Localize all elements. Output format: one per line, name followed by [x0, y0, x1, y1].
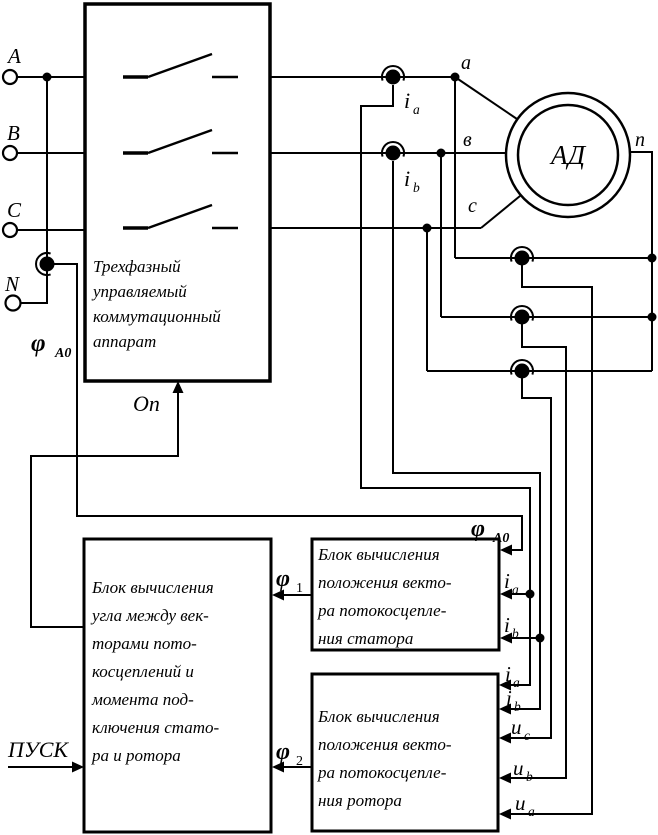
label-ia-top-sub: a [413, 102, 420, 117]
sensor-dot-phi-a0 [40, 257, 55, 272]
label-start: ПУСК [8, 737, 68, 762]
sensor-dot-uc [515, 364, 530, 379]
angle-text-line1: Блок вычисления [92, 578, 214, 597]
label-ub-rotor-sub: b [526, 769, 533, 784]
arrowhead-ub-rotor [499, 773, 511, 784]
terminal-c-circle [3, 223, 17, 237]
motor-terminal-c-label: с [468, 195, 477, 217]
terminal-n-circle [6, 296, 21, 311]
commutator-text-line1: Трехфазный [93, 257, 181, 276]
label-phi-a0-left-sub: A0 [55, 346, 72, 361]
terminal-a-circle [3, 70, 17, 84]
junction-dot-motor-b [437, 149, 446, 158]
angle-text-line3: торами пото- [92, 634, 197, 653]
junction-dot-motor-a [451, 73, 460, 82]
angle-block [84, 539, 271, 832]
label-uc-rotor-base: u [511, 715, 522, 739]
voltage-sensor-phi-a0 [36, 253, 54, 275]
commutator-text-line2: управляемый [93, 282, 187, 301]
label-ib-top-sub: b [413, 180, 420, 195]
label-ib-top [404, 166, 420, 195]
wire-motor-neutral [630, 152, 652, 371]
junction-dot-ia-bus [526, 590, 535, 599]
label-ia-stator-sub: a [512, 582, 519, 597]
angle-text-line7: ра и ротора [92, 746, 181, 765]
label-phi2-sub: 2 [296, 754, 303, 769]
label-ia-rotor-base: i [505, 662, 511, 686]
arrowhead-ua-rotor [499, 809, 511, 820]
commutator-text-line3: коммутационный [93, 307, 221, 326]
angle-text-line6: ключения стато- [92, 718, 220, 737]
label-phi2 [276, 739, 303, 769]
label-ua-rotor-base: u [515, 791, 526, 815]
label-phi-a0-stator-sub: A0 [493, 531, 510, 546]
motor-terminal-b-label: в [463, 129, 472, 151]
junction-dot-ib-bus [536, 634, 545, 643]
commutator-text-line4: аппарат [93, 332, 157, 351]
sensor-dot-ub [515, 310, 530, 325]
voltage-sensor-uc [511, 360, 533, 378]
label-ua-rotor [515, 791, 535, 819]
label-phi-a0-stator-base: φ [471, 516, 486, 542]
stator-text-line2: положения векто- [318, 573, 452, 592]
junction-dot-neutral-2 [648, 313, 657, 322]
arrowhead-op [173, 381, 184, 393]
label-ia-top-base: i [404, 88, 411, 113]
terminal-c-label: C [7, 198, 22, 222]
label-phi1-sub: 1 [296, 581, 303, 596]
rotor-text-line1: Блок вычисления [318, 707, 440, 726]
motor [461, 52, 645, 217]
label-phi-a0-left-base: φ [31, 330, 46, 357]
label-uc-rotor-sub: c [524, 728, 530, 743]
angle-text-line2: угла между век- [92, 606, 209, 625]
angle-text-line5: момента под- [92, 690, 194, 709]
sensor-dot-ua [515, 251, 530, 266]
terminal-n-label: N [5, 272, 20, 296]
label-ib-stator [504, 613, 519, 641]
label-ib-rotor-sub: b [514, 699, 521, 714]
rotor-flux-block [312, 674, 498, 831]
voltage-sensor-ua [511, 247, 533, 265]
junction-dot-neutral-1 [648, 254, 657, 263]
label-ia-rotor-sub: a [513, 675, 520, 690]
voltage-sensor-ub [511, 306, 533, 324]
rotor-text-line4: ния ротора [318, 791, 402, 810]
label-ib-rotor-base: i [506, 686, 512, 710]
commutator-block [85, 4, 270, 381]
stator-text-line3: ра потокосцепле- [318, 601, 447, 620]
motor-label: АД [550, 140, 586, 170]
label-phi-a0-left [31, 330, 71, 361]
current-sensor-ib [382, 142, 404, 160]
stator-text-line4: ния статора [318, 629, 414, 648]
label-ia-stator-base: i [504, 569, 510, 593]
label-ib-top-base: i [404, 166, 411, 191]
angle-text-line4: косцеплений и [92, 662, 194, 681]
arrowhead-start [72, 762, 84, 773]
motor-terminal-a-label: a [461, 52, 471, 74]
arrowhead-uc-rotor [499, 733, 511, 744]
sensor-dot-ia [386, 70, 401, 85]
label-ib-stator-base: i [504, 613, 510, 637]
stator-text-line1: Блок вычисления [318, 545, 440, 564]
label-ia-top [404, 88, 420, 117]
label-ub-rotor-base: u [513, 756, 524, 780]
stator-flux-block [312, 539, 499, 650]
rotor-text-line3: ра потокосцепле- [318, 763, 447, 782]
wire-motor-a-diagonal [455, 77, 517, 119]
label-phi2-base: φ [276, 739, 291, 765]
terminal-b-circle [3, 146, 17, 160]
label-ua-rotor-sub: a [528, 804, 535, 819]
junction-dot-motor-c [423, 224, 432, 233]
motor-terminal-n-label: n [635, 129, 645, 151]
label-phi1-base: φ [276, 566, 291, 592]
label-ia-stator [504, 569, 519, 597]
arrowhead-phi-a0 [500, 545, 512, 556]
sensor-dot-ib [386, 146, 401, 161]
wire-motor-c-diagonal [481, 196, 520, 228]
label-ub-rotor [513, 756, 533, 784]
label-ib-stator-sub: b [512, 626, 519, 641]
terminal-b-label: B [7, 121, 20, 145]
rotor-text-line2: положения векто- [318, 735, 452, 754]
label-op: Оп [133, 391, 160, 416]
terminal-a-label: A [8, 44, 21, 68]
label-ib-rotor [506, 686, 521, 714]
label-uc-rotor [511, 715, 530, 743]
current-sensor-ia [382, 66, 404, 84]
label-phi1 [276, 566, 303, 596]
junction-dot-a [43, 73, 52, 82]
